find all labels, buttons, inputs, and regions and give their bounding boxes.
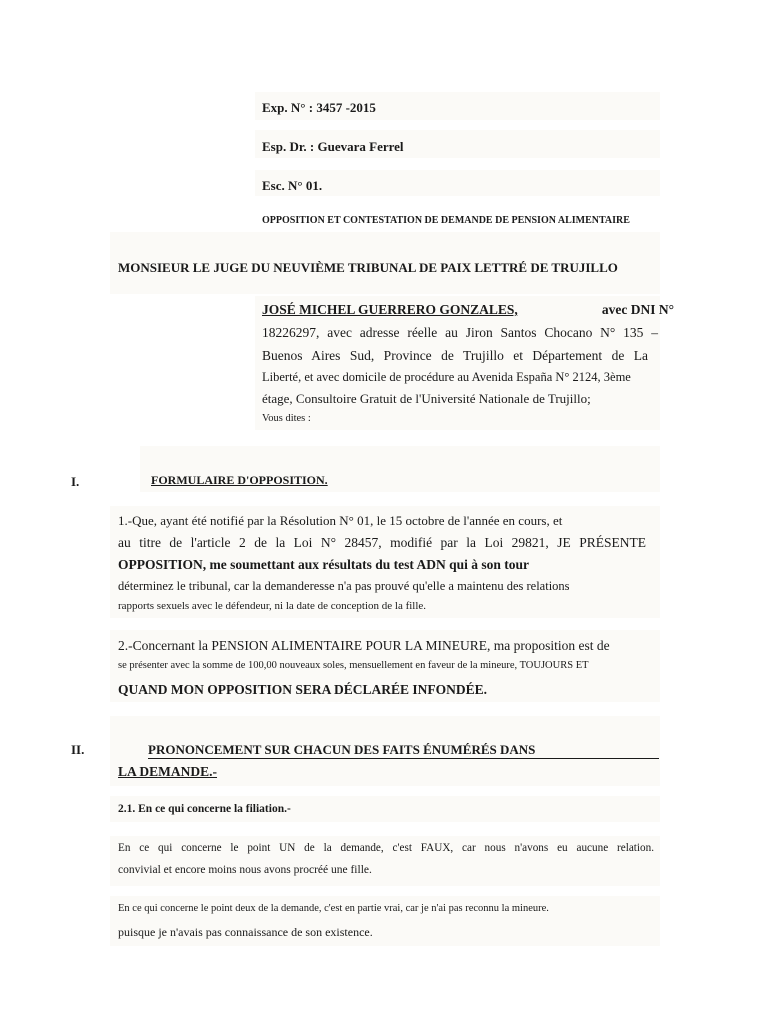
specialist: Esp. Dr. : Guevara Ferrel	[262, 139, 404, 154]
s2-p1-line-2: convivial et encore moins nous avons procréé une fille.	[118, 864, 372, 876]
s1-p1-line-2: au titre de l'article 2 de la Loi N° 28457, modifié par la Loi 29821, JE PRÉSENTE	[118, 535, 646, 550]
section-1-title: FORMULAIRE D'OPPOSITION.	[151, 473, 328, 487]
s2-p1-line-1: En ce qui concerne le point UN de la demande, c'est FAUX, car nous n'avons eu aucune relation.	[118, 842, 654, 854]
s2-subheading: 2.1. En ce qui concerne la filiation.-	[118, 803, 291, 815]
party-line-2: 18226297, avec adresse réelle au Jiron Santos Chocano N° 135 –	[262, 325, 658, 340]
dni-label: avec DNI N°	[601, 302, 674, 317]
section-2-title-line-1: PRONONCEMENT SUR CHACUN DES FAITS ÉNUMÉRÉS DANS	[148, 742, 659, 759]
party-line-5: étage, Consultoire Gratuit de l'Université Nationale de Trujillo;	[262, 391, 591, 406]
party-line-3: Buenos Aires Sud, Province de Trujillo et Département de La	[262, 348, 648, 363]
s1-p1-line-4: déterminez le tribunal, car la demanderesse n'a pas prouvé qu'elle a maintenu des relations	[118, 579, 570, 593]
subject-line: OPPOSITION ET CONTESTATION DE DEMANDE DE PENSION ALIMENTAIRE	[262, 215, 630, 226]
s1-p1-line-3: OPPOSITION, me soumettant aux résultats du test ADN qui à son tour	[118, 557, 530, 572]
s1-p2-line-2: se présenter avec la somme de 100,00 nouveaux soles, mensuellement en faveur de la mineure, TOUJOURS ET	[118, 660, 589, 671]
case-number: Exp. N° : 3457 -2015	[262, 100, 376, 115]
s2-p2-line-1: En ce qui concerne le point deux de la demande, c'est en partie vrai, car je n'ai pas reconnu la mineure.	[118, 903, 549, 914]
party-line-4: Liberté, et avec domicile de procédure au Avenida España N° 2124, 3ème	[262, 370, 631, 384]
s1-p2-line-1: 2.-Concernant la PENSION ALIMENTAIRE POUR LA MINEURE, ma proposition est de	[118, 638, 610, 653]
s1-p1-line-5: rapports sexuels avec le défendeur, ni la date de conception de la fille.	[118, 600, 427, 612]
section-2-number: II.	[71, 742, 85, 757]
s2-p2-line-2: puisque je n'avais pas connaissance de son existence.	[118, 925, 373, 939]
party-name: JOSÉ MICHEL GUERRERO GONZALES,	[262, 302, 518, 317]
party-line-1	[262, 302, 674, 318]
s1-p2-line-3: QUAND MON OPPOSITION SERA DÉCLARÉE INFONDÉE.	[118, 682, 488, 697]
section-2-title-line-2: LA DEMANDE.-	[118, 764, 218, 779]
writ-number: Esc. N° 01.	[262, 178, 323, 193]
addressee: MONSIEUR LE JUGE DU NEUVIÈME TRIBUNAL DE PAIX LETTRÉ DE TRUJILLO	[118, 260, 618, 275]
s1-p1-line-1: 1.-Que, ayant été notifié par la Résolution N° 01, le 15 octobre de l'année en cours, et	[118, 513, 563, 528]
section-1-number: I.	[71, 474, 80, 489]
party-line-6: Vous dites :	[262, 413, 311, 424]
